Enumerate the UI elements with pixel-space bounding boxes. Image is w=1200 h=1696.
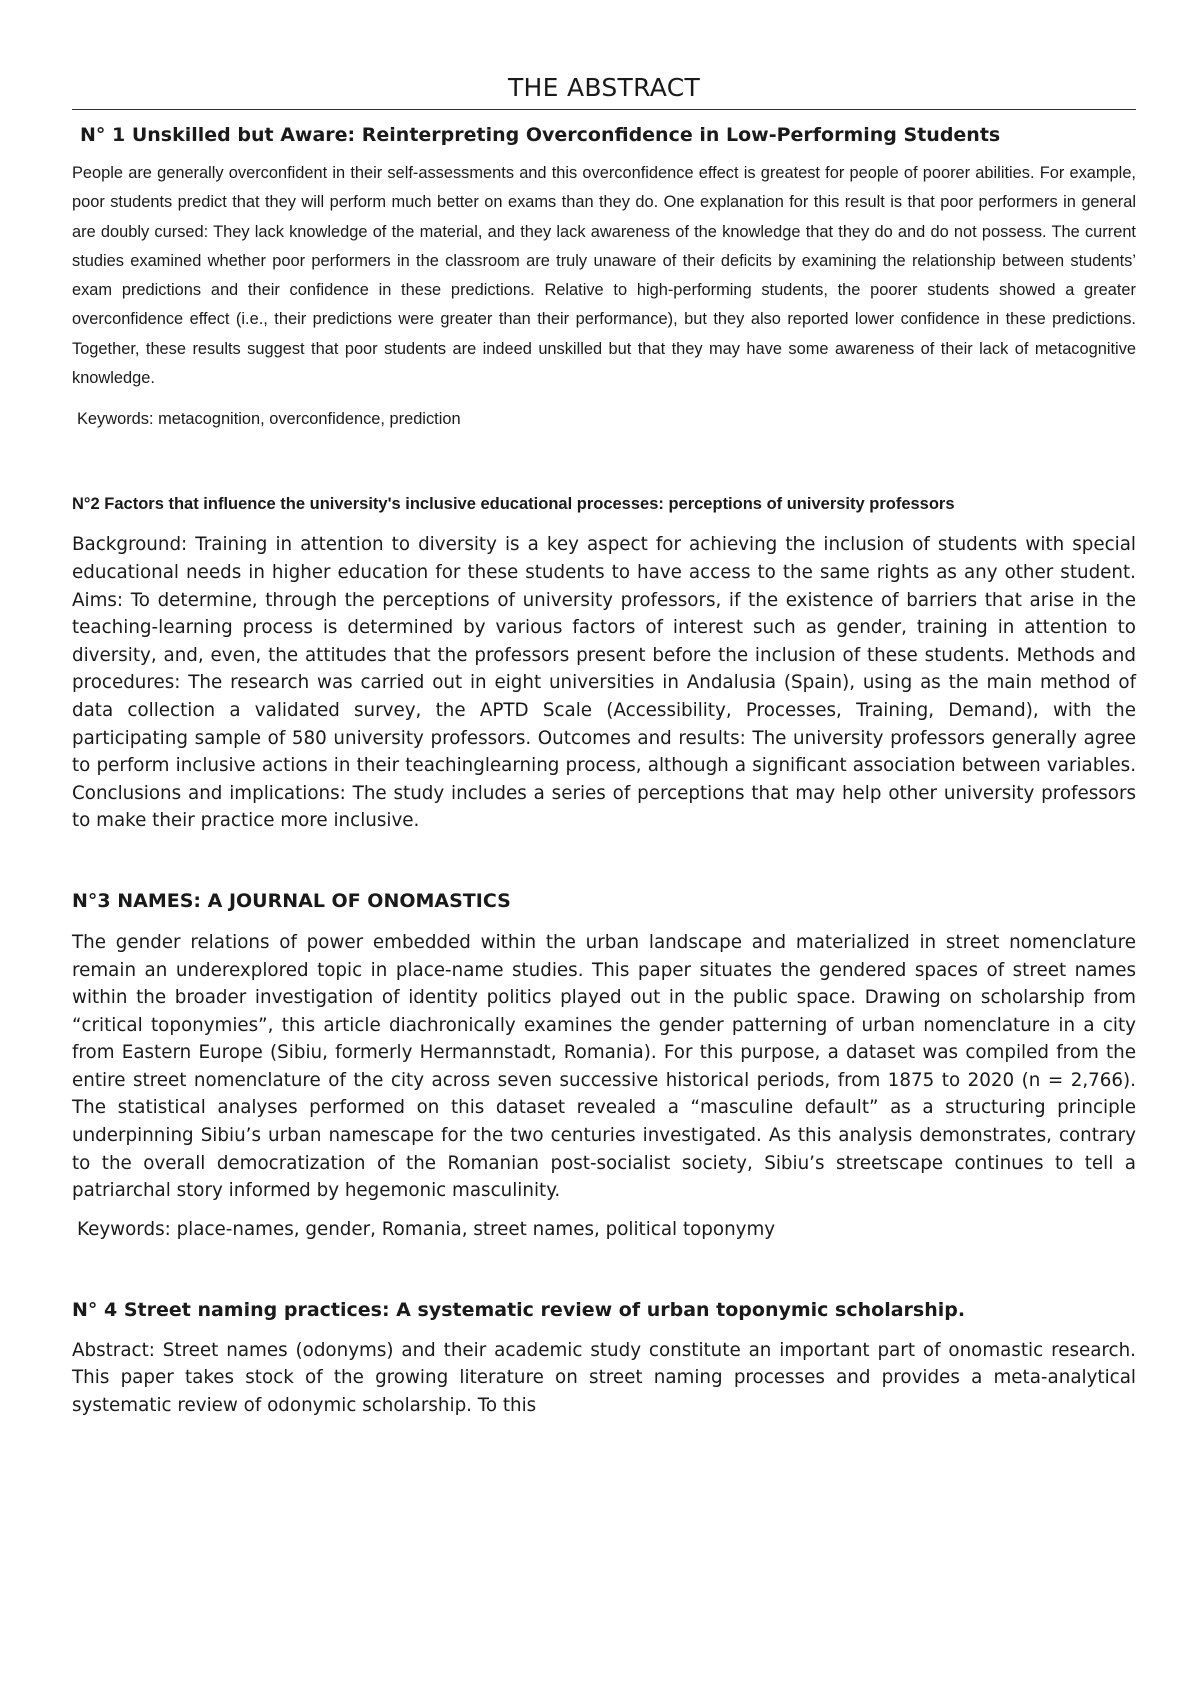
section-2-body: Background: Training in attention to diversity is a key aspect for achieving the inclusion of students with special educational needs in higher education for these students to have access to the same rights as any other student. Aims: To determine, through the perceptions of university professors, if the existence of barriers that arise in the teaching-learning process is determined by various factors of interest such as gender, training in attention to diversity, and, even, the attitudes that the professors present before the inclusion of these students. Methods and procedures: The research was carried out in eight universities in Andalusia (Spain), using as the main method of data collection a validated survey, the APTD Scale (Accessibility, Processes, Training, Demand), with the participating sample of 580 university professors. Outcomes and results: The university professors generally agree to perform inclusive actions in their teachinglearning process, although a significant association between variables. Conclusions and implications: The study includes a series of perceptions that may help other university professors to make their practice more inclusive. — [72, 534, 1136, 832]
document-page — [72, 0, 1136, 1420]
section-3-keywords: Keywords: place-names, gender, Romania, street names, political toponymy — [77, 1218, 776, 1240]
abstract-section-4 — [72, 1297, 1136, 1420]
section-4-body: Abstract: Street names (odonyms) and their academic study constitute an important part of onomastic research. This paper takes stock of the growing literature on street naming processes and provides a meta-analytical systematic review of odonymic scholarship. To this — [72, 1339, 1136, 1417]
document-title: THE ABSTRACT — [507, 73, 701, 102]
section-1-heading: N° 1 Unskilled but Aware: Reinterpreting Overconfidence in Low-Performing Students — [80, 124, 1001, 146]
abstract-section-3 — [72, 888, 1136, 1243]
section-3-body: The gender relations of power embedded within the urban landscape and materialized in street nomenclature remain an underexplored topic in place-name studies. This paper situates the gendered spaces of street names within the broader investigation of identity politics played out in the public space. Drawing on scholarship from “critical toponymies”, this article diachronically examines the gender patterning of urban nomenclature in a city from Eastern Europe (Sibiu, formerly Hermannstadt, Romania). For this purpose, a dataset was compiled from the entire street nomenclature of the city across seven successive historical periods, from 1875 to 2020 (n = 2,766). The statistical analyses performed on this dataset revealed a “masculine default” as a structuring principle underpinning Sibiu’s urban namescape for the two centuries investigated. As this analysis demonstrates, contrary to the overall democratization of the Romanian post-socialist society, Sibiu’s streetscape continues to tell a patriarchal story informed by hegemonic masculinity. — [72, 931, 1136, 1202]
section-2-heading: N°2 Factors that influence the university's inclusive educational processes: perceptions of university professors — [72, 495, 955, 514]
section-1-keywords: Keywords: metacognition, overconfidence, prediction — [77, 410, 461, 429]
section-1-body: People are generally overconfident in their self-assessments and this overconfidence effect is greatest for people of poorer abilities. For example, poor students predict that they will perform much better on exams than they do. One explanation for this result is that poor performers in general are doubly cursed: They lack knowledge of the material, and they lack awareness of the knowledge that they do and do not possess. The current studies examined whether poor performers in the classroom are truly unaware of their deficits by examining the relationship between students’ exam predictions and their confidence in these predictions. Relative to high-performing students, the poorer students showed a greater overconfidence effect (i.e., their predictions were greater than their performance), but they also reported lower confidence in these predictions. Together, these results suggest that poor students are indeed unskilled but that they may have some awareness of their lack of metacognitive knowledge. — [72, 164, 1136, 388]
abstract-section-2 — [72, 492, 1136, 835]
section-3-heading: N°3 NAMES: A JOURNAL OF ONOMASTICS — [72, 889, 511, 912]
section-4-heading: N° 4 Street naming practices: A systematic review of urban toponymic scholarship. — [72, 1298, 966, 1321]
abstract-section-1 — [72, 122, 1136, 431]
title-divider — [72, 109, 1136, 110]
